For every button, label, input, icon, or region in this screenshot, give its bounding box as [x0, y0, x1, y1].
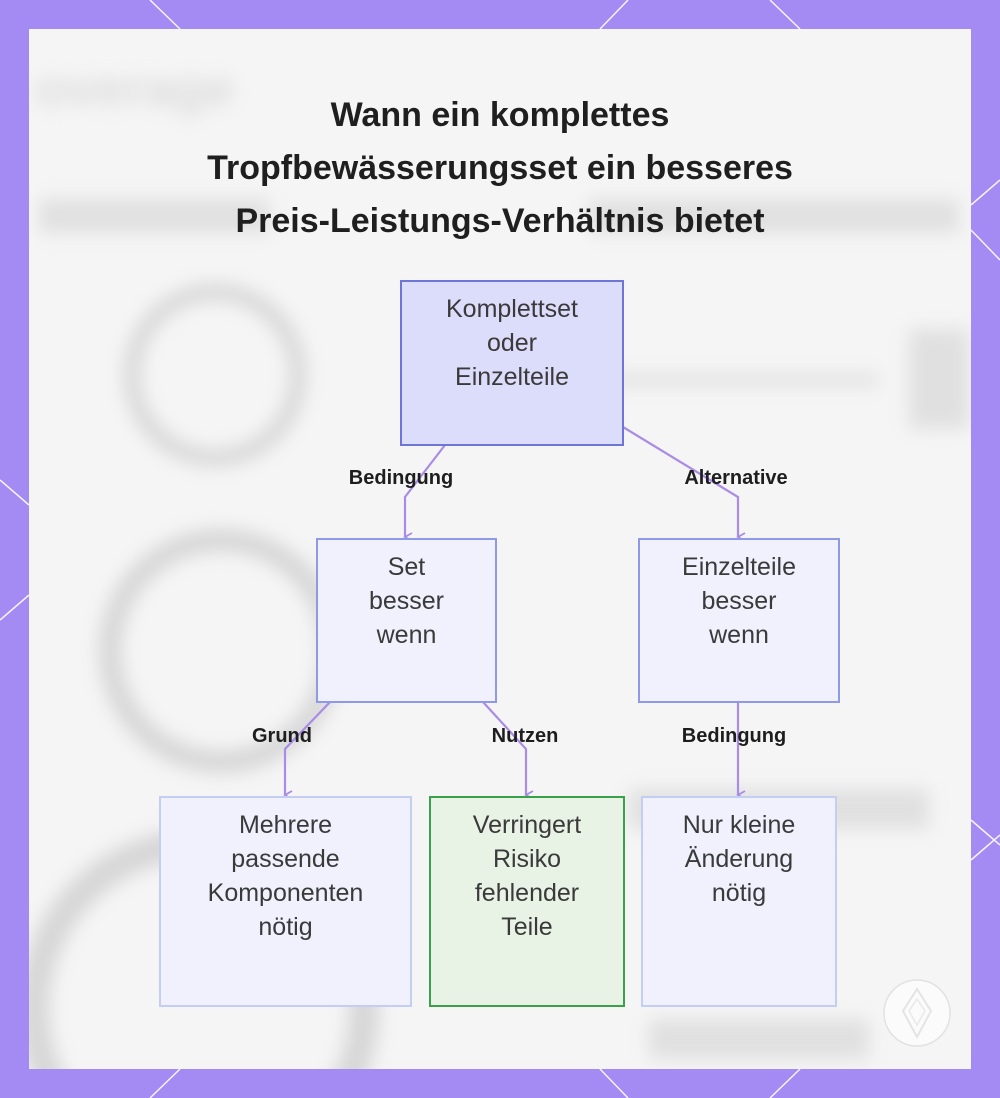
node-parts-better — [638, 538, 840, 703]
node-parts-better-label: Einzelteile besser wenn — [682, 553, 796, 649]
watermark-logo-icon — [881, 977, 953, 1049]
node-multiple-components — [159, 796, 412, 1007]
title-line: Tropfbewässerungsset ein besseres — [207, 149, 793, 187]
title-line: Wann ein komplettes — [330, 96, 670, 134]
node-reduces-risk-label: Verringert Risiko fehlender Teile — [472, 811, 582, 941]
node-multiple-components-label: Mehrere passende Komponenten nötig — [207, 811, 364, 941]
node-root — [400, 280, 624, 446]
edge-root-to-set — [405, 445, 445, 537]
edge-label-root-to-set: Bedingung — [348, 467, 454, 489]
edge-set-to-multiple — [285, 702, 330, 795]
edge-label-set-to-multiple: Grund — [252, 725, 312, 747]
edge-label-root-to-parts: Alternative — [684, 467, 788, 489]
diagram-card — [29, 29, 971, 1069]
edge-label-set-to-risk: Nutzen — [491, 725, 559, 747]
node-set-better — [316, 538, 497, 703]
edge-label-parts-to-small: Bedingung — [681, 725, 787, 747]
node-small-change — [641, 796, 837, 1007]
title-line: Preis-Leistungs-Verhältnis bietet — [235, 202, 765, 240]
node-root-label: Komplettset oder Einzelteile — [445, 295, 578, 391]
node-small-change-label: Nur kleine Änderung nötig — [682, 811, 796, 907]
edge-set-to-risk — [483, 702, 526, 795]
node-set-better-label: Set besser wenn — [368, 553, 445, 649]
background-blur-text: overage — [35, 60, 235, 118]
node-reduces-risk — [429, 796, 625, 1007]
